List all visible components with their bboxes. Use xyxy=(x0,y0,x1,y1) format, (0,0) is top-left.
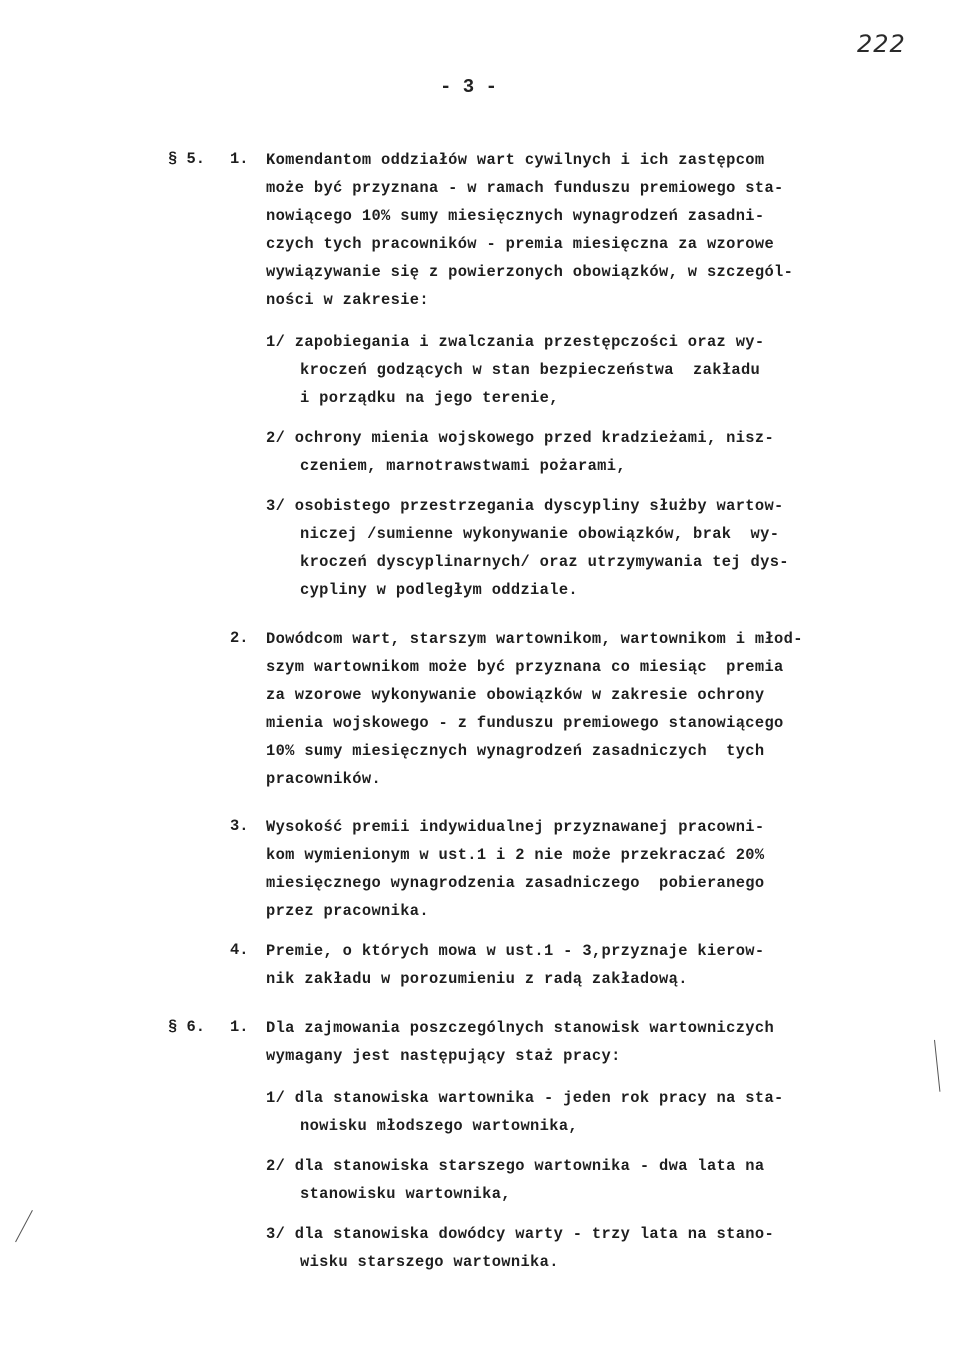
pencil-mark xyxy=(934,1040,940,1092)
s5-p1-item-line: czeniem, marnotrawstwami pożarami, xyxy=(300,457,626,475)
s5-p4-number: 4. xyxy=(230,941,249,959)
s5-p1-item-line: cypliny w podległym oddziale. xyxy=(300,581,578,599)
s5-p2-line: szym wartownikom może być przyznana co miesiąc premia xyxy=(266,658,784,676)
s5-p1-line: ności w zakresie: xyxy=(266,291,429,309)
s5-p4-line: nik zakładu w porozumieniu z radą zakładową. xyxy=(266,970,688,988)
pencil-mark xyxy=(15,1210,33,1242)
s5-p3-line: miesięcznego wynagrodzenia zasadniczego pobieranego xyxy=(266,874,765,892)
s5-p1-line: wywiązywanie się z powierzonych obowiązków, w szczegól- xyxy=(266,263,794,281)
s5-p1-item-line: i porządku na jego terenie, xyxy=(300,389,559,407)
section-5-label: § 5. xyxy=(168,150,205,168)
s6-p1-item-line: 2/ dla stanowiska starszego wartownika - dwa lata na xyxy=(266,1157,765,1175)
s5-p3-line: kom wymienionym w ust.1 i 2 nie może przekraczać 20% xyxy=(266,846,765,864)
s5-p1-item-line: 3/ osobistego przestrzegania dyscypliny służby wartow- xyxy=(266,497,784,515)
s5-p2-number: 2. xyxy=(230,629,249,647)
s6-p1-line: wymagany jest następujący staż pracy: xyxy=(266,1047,621,1065)
s5-p1-item-line: kroczeń godzących w stan bezpieczeństwa zakładu xyxy=(300,361,761,379)
s6-p1-item-line: nowisku młodszego wartownika, xyxy=(300,1117,578,1135)
s5-p1-line: nowiącego 10% sumy miesięcznych wynagrodzeń zasadni- xyxy=(266,207,765,225)
s5-p1-number: 1. xyxy=(230,150,249,168)
s5-p4-line: Premie, o których mowa w ust.1 - 3,przyznaje kierow- xyxy=(266,942,765,960)
s5-p2-line: mienia wojskowego - z funduszu premiowego stanowiącego xyxy=(266,714,784,732)
s5-p3-line: Wysokość premii indywidualnej przyznawanej pracowni- xyxy=(266,818,765,836)
s5-p2-line: pracowników. xyxy=(266,770,382,788)
s5-p1-item-line: kroczeń dyscyplinarnych/ oraz utrzymywania tej dys- xyxy=(300,553,789,571)
s5-p1-item-line: 2/ ochrony mienia wojskowego przed kradzieżami, nisz- xyxy=(266,429,775,447)
s5-p1-line: może być przyznana - w ramach funduszu premiowego sta- xyxy=(266,179,784,197)
section-6-label: § 6. xyxy=(168,1018,205,1036)
s5-p2-line: Dowódcom wart, starszym wartownikom, wartownikom i młod- xyxy=(266,630,803,648)
s6-p1-item-line: 3/ dla stanowiska dowódcy warty - trzy lata na stano- xyxy=(266,1225,775,1243)
s6-p1-item-line: wisku starszego wartownika. xyxy=(300,1253,559,1271)
s6-p1-item-line: stanowisku wartownika, xyxy=(300,1185,511,1203)
page-number: - 3 - xyxy=(440,76,498,98)
s5-p3-line: przez pracownika. xyxy=(266,902,429,920)
s5-p1-item-line: 1/ zapobiegania i zwalczania przestępczości oraz wy- xyxy=(266,333,765,351)
handwritten-page-annotation: 222 xyxy=(857,30,906,58)
s5-p2-line: 10% sumy miesięcznych wynagrodzeń zasadniczych tych xyxy=(266,742,765,760)
s5-p1-line: Komendantom oddziałów wart cywilnych i ich zastępcom xyxy=(266,151,765,169)
s6-p1-line: Dla zajmowania poszczególnych stanowisk wartowniczych xyxy=(266,1019,775,1037)
s5-p2-line: za wzorowe wykonywanie obowiązków w zakresie ochrony xyxy=(266,686,765,704)
s5-p3-number: 3. xyxy=(230,817,249,835)
s6-p1-item-line: 1/ dla stanowiska wartownika - jeden rok pracy na sta- xyxy=(266,1089,784,1107)
s5-p1-item-line: niczej /sumienne wykonywanie obowiązków, brak wy- xyxy=(300,525,780,543)
s5-p1-line: czych tych pracowników - premia miesięczna za wzorowe xyxy=(266,235,775,253)
s6-p1-number: 1. xyxy=(230,1018,249,1036)
